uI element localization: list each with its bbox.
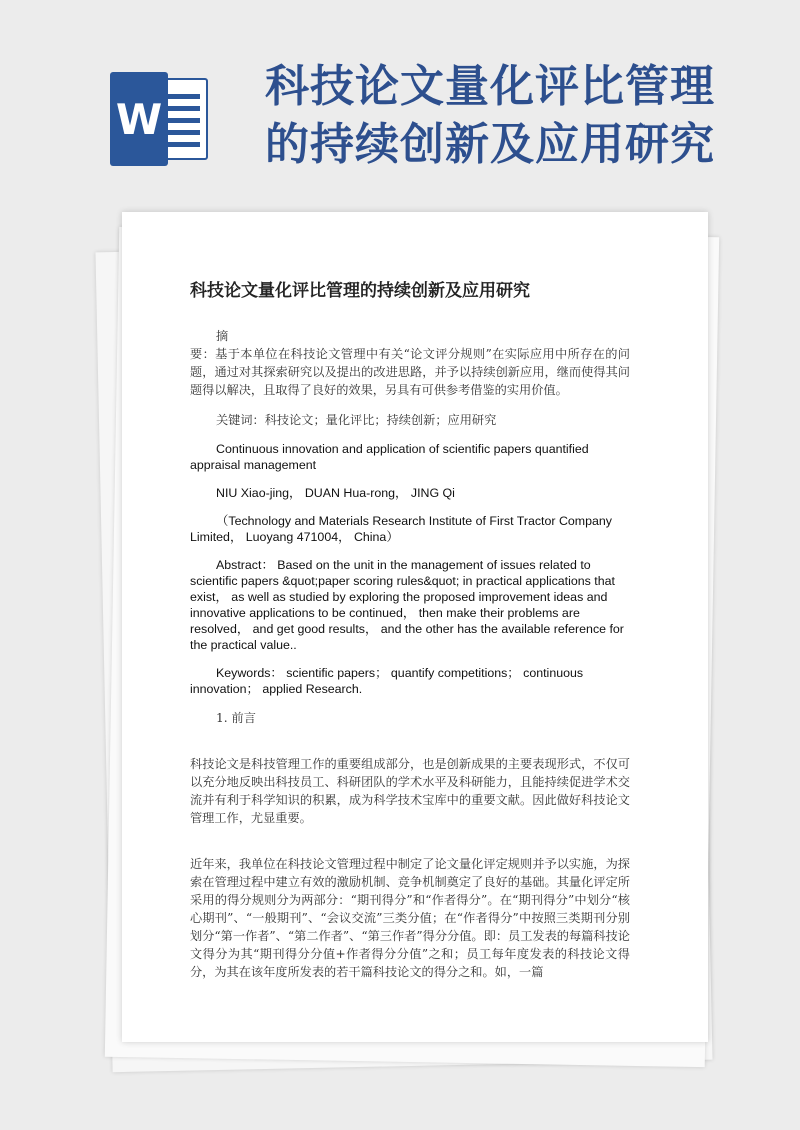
abstract-label-cn: 摘: [216, 329, 229, 343]
keywords-en: Keywords： scientific papers； quantify competitions； continuous innovation； applied Research.: [190, 666, 584, 696]
authors-en: NIU Xiao-jing， DUAN Hua-rong， JING Qi: [216, 486, 455, 500]
title-en: Continuous innovation and application of scientific papers quantified appraisal management: [190, 442, 589, 472]
abstract-en: Abstract： Based on the unit in the management of issues related to scientific papers &quot;paper scoring rules&quot; in practical applications that exist， as well as studied by exploring the proposed improvement ideas and innovative applications to be continued， then make their problems are resolved， and get good results， and the other has the available reference for the practical value..: [190, 558, 624, 652]
paragraph-1: 科技论文是科技管理工作的重要组成部分，也是创新成果的主要表现形式，不仅可以充分地反映出科技员工、科研团队的学术水平及科研能力，且能持续促进学术交流并有利于科学知识的积累，成为科学技术宝库中的重要文献。因此做好科技论文管理工作，尤显重要。: [190, 757, 630, 825]
abstract-cn: 要：基于本单位在科技论文管理中有关“论文评分规则”在实际应用中所存在的问题，通过对其探索研究以及提出的改进思路，并予以持续创新应用，继而使得其问题得以解决，且取得了良好的效果，另具有可供参考借鉴的实用价值。: [190, 347, 630, 397]
banner-title: [265, 58, 785, 174]
affiliation-en: （Technology and Materials Research Institute of First Tractor Company Limited， Luoyang 471004， China）: [190, 514, 612, 544]
banner-title-line-2: 的持续创新及应用研究: [265, 119, 715, 170]
section-heading: 1. 前言: [216, 711, 256, 725]
document-page: [122, 212, 708, 1042]
document-title: 科技论文量化评比管理的持续创新及应用研究: [190, 281, 530, 301]
banner-title-line-1: 科技论文量化评比管理: [265, 61, 715, 112]
keywords-cn: 关键词：科技论文；量化评比；持续创新；应用研究: [216, 413, 497, 427]
word-document-icon: [110, 72, 210, 166]
document-content: [190, 276, 630, 981]
word-icon-letter: W: [110, 72, 168, 166]
banner: [0, 0, 800, 200]
paragraph-2: 近年来，我单位在科技论文管理过程中制定了论文量化评定规则并予以实施，为探索在管理过程中建立有效的激励机制、竞争机制奠定了良好的基础。其量化评定所采用的得分规则分为两部分：“期刊得分”和“作者得分”。在“期刊得分”中划分“核心期刊”、“一般期刊”、“会议交流”三类分值；在“作者得分”中按照三类期刊分别划分“第一作者”、“第二作者”、“第三作者”得分分值。即：员工发表的每篇科技论文得分为其“期刊得分分值+作者得分分值”之和；员工每年度发表的科技论文得分，为其在该年度所发表的若干篇科技论文的得分之和。如，一篇: [190, 857, 630, 979]
